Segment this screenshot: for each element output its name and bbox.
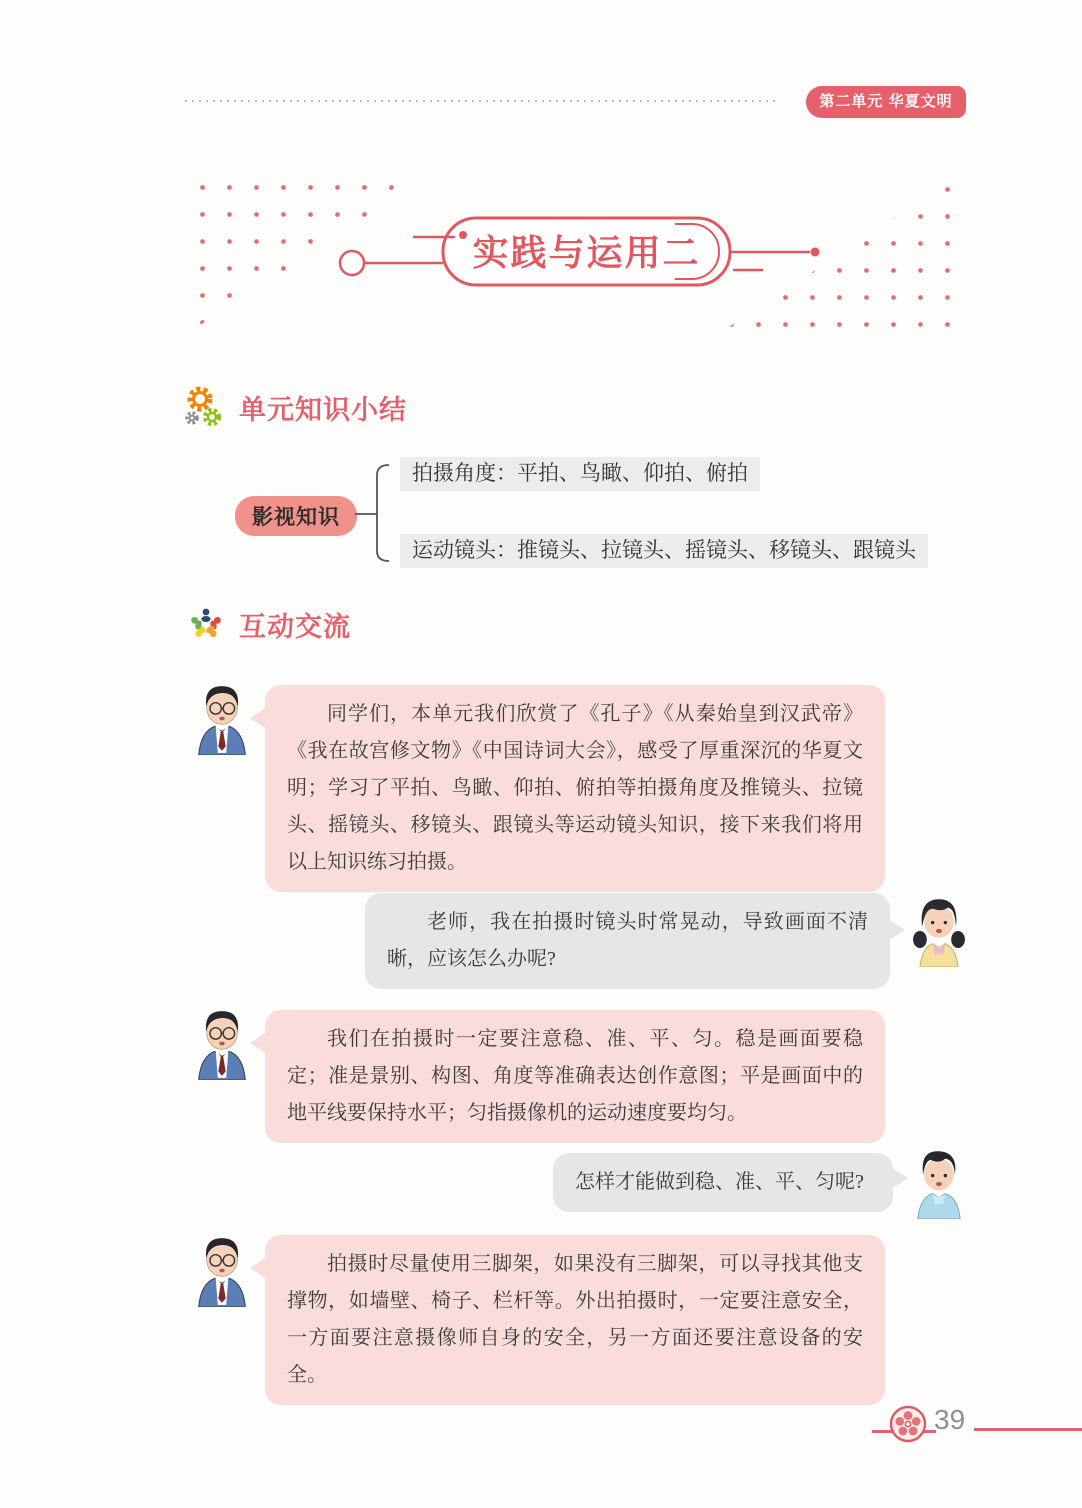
- chat-text: 怎样才能做到稳、准、平、匀呢?: [575, 1171, 864, 1193]
- chat-bubble-boy: [553, 1153, 893, 1212]
- teacher-avatar: [190, 1235, 254, 1307]
- diagram-branch-motion: 运动镜头：推镜头、拉镜头、摇镜头、移镜头、跟镜头: [400, 534, 928, 568]
- bubble-tail: [250, 707, 267, 729]
- bubble-tail: [891, 1167, 908, 1189]
- circle-ornament: [340, 251, 364, 275]
- chat-text: 同学们，本单元我们欣赏了《孔子》《从秦始皇到汉武帝》《我在故宫修文物》《中国诗词大会》，感受了厚重深沉的华夏文明；学习了平拍、鸟瞰、仰拍、俯拍等拍摄角度及推镜头、拉镜头、摇镜头、移镜头、跟镜头等运动镜头知识，接下来我们将用以上知识练习拍摄。: [287, 703, 863, 873]
- unit-badge: 第二单元 华夏文明: [806, 86, 966, 118]
- film-reel-icon: [888, 1403, 928, 1445]
- bubble-tail: [250, 1257, 267, 1279]
- gears-icon: [185, 386, 227, 428]
- section-knowledge-heading: [185, 386, 407, 428]
- knowledge-diagram: [235, 455, 975, 573]
- boy-student-avatar: [907, 1147, 971, 1219]
- chat-bubble-teacher-1: [265, 685, 885, 892]
- chat-bubble-teacher-3: [265, 1235, 885, 1405]
- diagram-root-node: 影视知识: [235, 496, 357, 536]
- bubble-tail: [250, 1032, 267, 1054]
- footer-rule-long: [974, 1428, 1082, 1431]
- teacher-avatar: [190, 1008, 254, 1080]
- diagram-bracket: [355, 463, 403, 563]
- chat-bubble-girl: [365, 893, 890, 989]
- diagram-branch-angles: 拍摄角度：平拍、鸟瞰、仰拍、俯拍: [400, 457, 760, 491]
- chat-text: 老师，我在拍摄时镜头时常晃动，导致画面不清晰，应该怎么办呢?: [387, 911, 868, 970]
- chat-bubble-teacher-2: [265, 1010, 885, 1143]
- bubble-tail: [888, 919, 905, 941]
- section-discussion-title: 互动交流: [239, 611, 351, 642]
- people-circle-icon: [185, 603, 227, 645]
- teacher-avatar: [190, 683, 254, 755]
- girl-student-avatar: [907, 895, 971, 967]
- page-number: 39: [934, 1404, 966, 1435]
- header-dotted-rule: [185, 100, 779, 102]
- chat-area: [185, 675, 975, 1386]
- section-knowledge-title: 单元知识小结: [239, 394, 407, 425]
- page-title: 实践与运用二: [472, 232, 701, 273]
- section-discussion-heading: [185, 603, 351, 645]
- chat-text: 拍摄时尽量使用三脚架，如果没有三脚架，可以寻找其他支撑物，如墙壁、椅子、栏杆等。外出拍摄时，一定要注意安全，一方面要注意摄像师自身的安全，另一方面还要注意设备的安全。: [287, 1253, 863, 1386]
- chat-text: 我们在拍摄时一定要注意稳、准、平、匀。稳是画面要稳定；准是景别、构图、角度等准确表达创作意图；平是画面中的地平线要保持水平；匀指摄像机的运动速度要均匀。: [287, 1028, 863, 1124]
